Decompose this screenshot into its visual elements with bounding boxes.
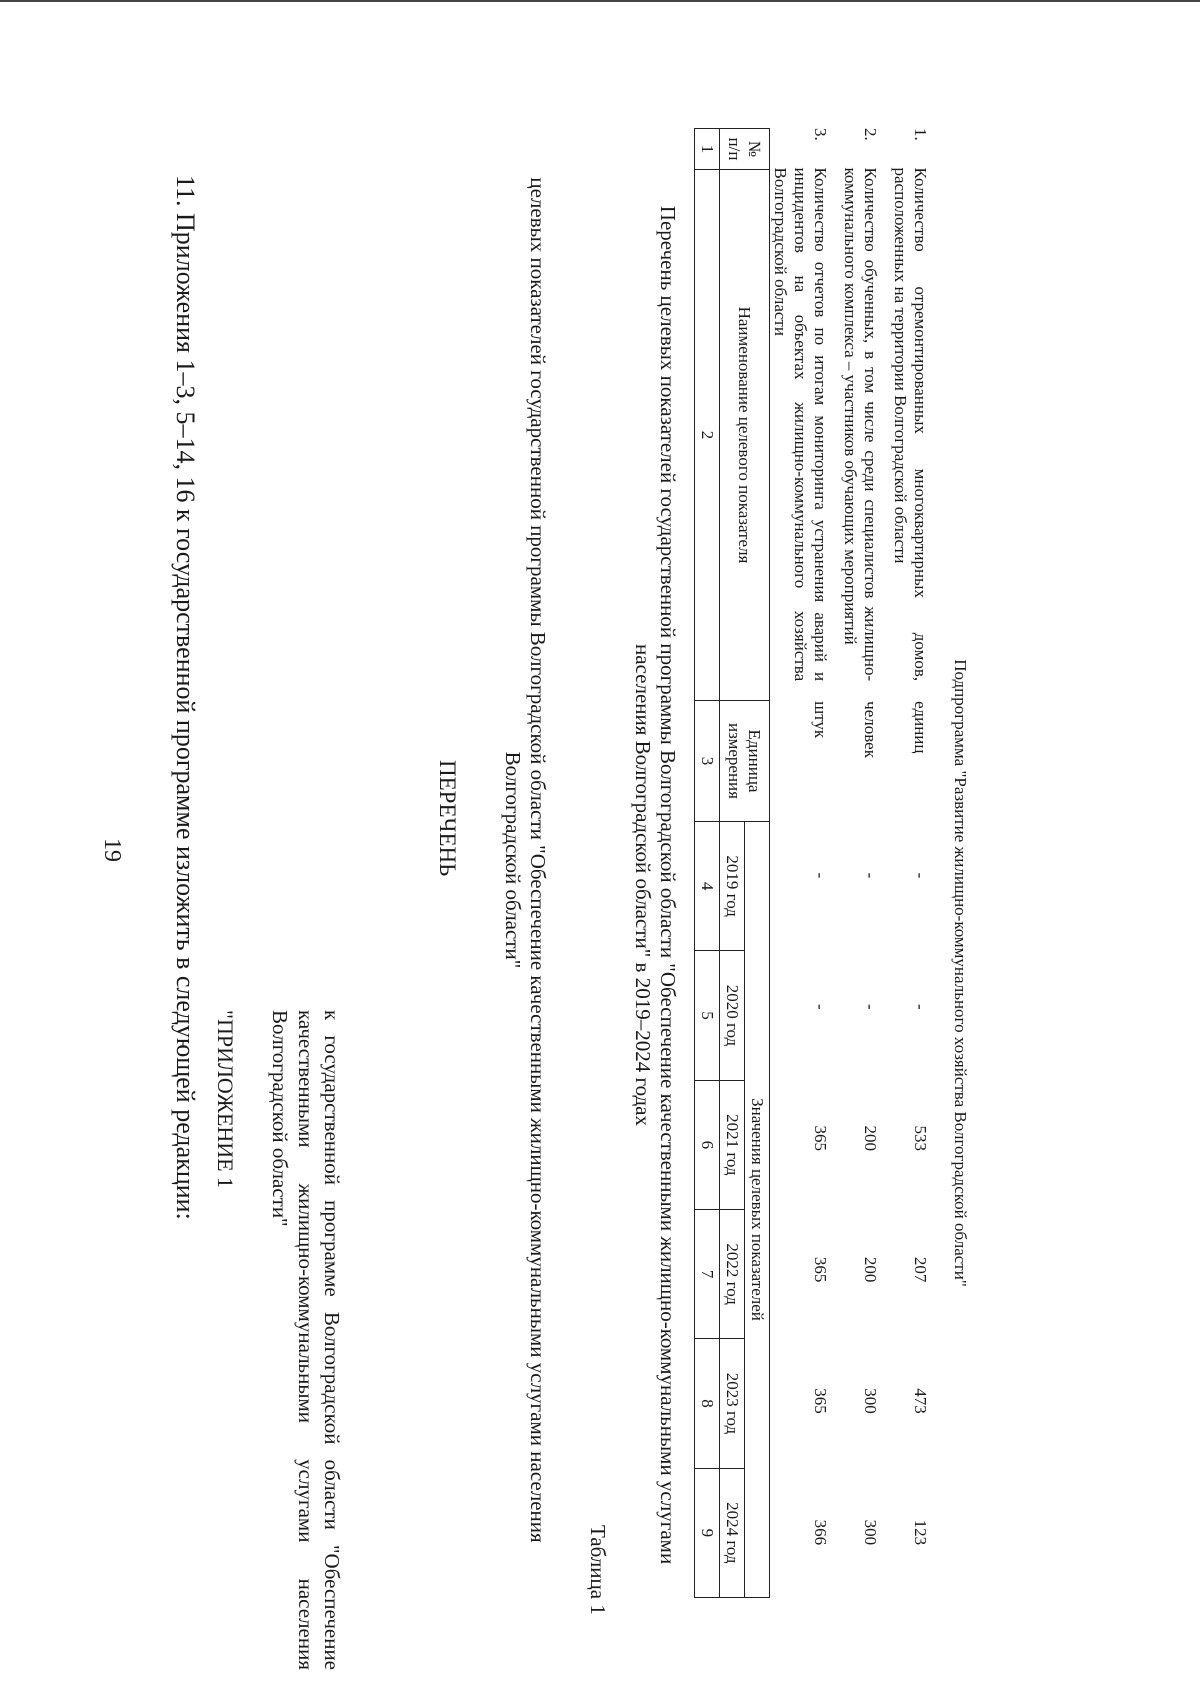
row-value: - [811, 1004, 830, 1010]
row-value: - [861, 1004, 880, 1010]
column-number: 9 [695, 1468, 720, 1597]
header-num: № п/п [720, 129, 770, 170]
header-year: 2020 год [720, 951, 745, 1080]
row-value: 366 [811, 1519, 830, 1546]
list-title: ПЕРЕЧЕНЬ [435, 760, 460, 877]
appendix-label: "ПРИЛОЖЕНИЕ 1 [213, 1010, 238, 1189]
header-name: Наименование целевого показателя [720, 170, 770, 701]
row-value: 365 [811, 1388, 830, 1414]
column-number: 2 [695, 170, 720, 701]
row-num: 2. [861, 128, 880, 141]
indicators-table-body [760, 128, 970, 1598]
row-value: 533 [911, 1125, 930, 1151]
row-value: 200 [861, 1256, 880, 1283]
row-value: 300 [861, 1388, 880, 1414]
row-unit: единиц [911, 701, 930, 754]
list-subtitle: целевых показателей государственной программы Волгоградской области "Обеспечение качественными жилищно-коммунальными услугами населения Волгоградской области" [501, 177, 550, 1543]
table-row [840, 128, 880, 1598]
header-year: 2022 год [720, 1209, 745, 1338]
amendment-heading: 11. Приложения 1–3, 5–14, 16 к государственной программе изложить в следующей редакции: [171, 175, 200, 1220]
row-num: 1. [911, 128, 930, 141]
table-label: Таблица 1 [586, 1525, 610, 1615]
header-year: 2023 год [720, 1339, 745, 1468]
header-unit: Единица измерения [720, 701, 770, 822]
row-value: - [811, 872, 830, 879]
page-number: 19 [99, 838, 125, 862]
row-value: 473 [911, 1388, 930, 1414]
row-value: - [911, 872, 930, 879]
header-year: 2024 год [720, 1468, 745, 1597]
column-number: 7 [695, 1209, 720, 1338]
row-unit: человек [861, 701, 880, 758]
column-number: 4 [695, 822, 720, 951]
row-name: Количество отчетов по итогам мониторинга устранения аварий и инцидентов на объектах жилищно-коммунального хозяйства Волгоградской области [771, 167, 830, 682]
row-value: - [861, 872, 880, 879]
column-number: 3 [695, 701, 720, 822]
table-caption: Перечень целевых показателей государственной программы Волгоградской области "Обеспечение качественными жилищно-коммунальными услугами населения Волгоградской области" в 2019–2024 годах [631, 205, 680, 1565]
row-value: 207 [911, 1256, 930, 1283]
header-year: 2021 год [720, 1080, 745, 1209]
column-number: 1 [695, 129, 720, 170]
table-row [890, 128, 930, 1598]
column-number-row [695, 129, 720, 1598]
row-value: - [911, 1004, 930, 1010]
row-value: 365 [811, 1256, 830, 1283]
row-value: 300 [861, 1519, 880, 1546]
row-value: 200 [861, 1125, 880, 1151]
row-name: Количество отремонтированных многоквартирных домов, расположенных на территории Волгоградской области [891, 167, 930, 682]
column-number: 6 [695, 1080, 720, 1209]
table-row [770, 128, 830, 1598]
appendix-reference: к государственной программе Волгоградской области "Обеспечение качественными жилищно-коммунальными услугами населения Волгоградской области" [268, 1010, 344, 1670]
row-unit: штук [811, 701, 830, 739]
column-number: 5 [695, 951, 720, 1080]
row-name: Количество обученных, в том числе среди специалистов жилищно-коммунального комплекса – участников обучающих мероприятий [841, 167, 880, 682]
header-values-group: Значения целевых показателей [745, 822, 770, 1598]
row-value: 365 [811, 1125, 830, 1151]
header-year: 2019 год [720, 822, 745, 951]
row-value: 123 [911, 1519, 930, 1546]
column-number: 8 [695, 1339, 720, 1468]
indicators-table-header [694, 128, 770, 1598]
subprogram-title: Подпрограмма "Развитие жилищно-коммунального хозяйства Волгоградской области" [951, 659, 970, 1287]
row-num: 3. [811, 128, 830, 141]
